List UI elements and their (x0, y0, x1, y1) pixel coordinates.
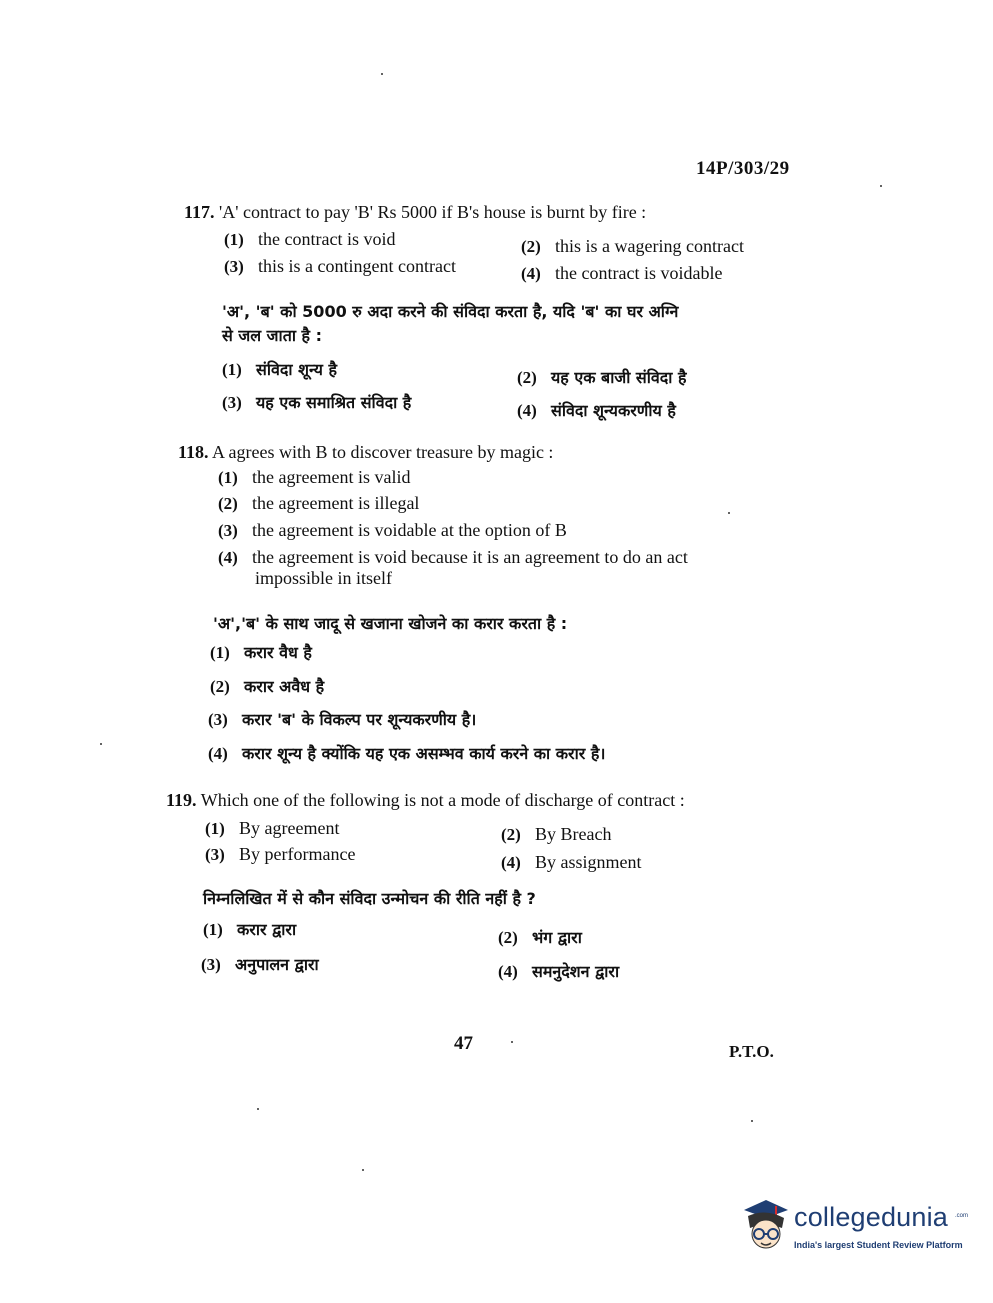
collegedunia-watermark (736, 1196, 969, 1260)
option-en-4: (4) By assignment (501, 852, 642, 872)
option-en-2: (2) this is a wagering contract (521, 236, 744, 256)
question-number: 119. (166, 790, 197, 810)
question-stem: Which one of the following is not a mode of discharge of contract : (200, 790, 685, 810)
page-number: 47 (454, 1033, 473, 1054)
option-hi-2: (2) यह एक बाजी संविदा है (517, 368, 687, 387)
question-number: 118. (178, 442, 209, 462)
option-hi-4: (4) संविदा शून्यकरणीय है (517, 401, 676, 420)
question-118-hindi-line-1: 'अ','ब' के साथ जादू से खजाना खोजने का करार करता है : (213, 614, 568, 633)
scan-speck (257, 1108, 259, 1110)
scan-speck (381, 73, 383, 75)
option-hi-3: (3) अनुपालन द्वारा (201, 955, 319, 974)
scan-speck (100, 743, 102, 745)
question-number: 117. (184, 202, 215, 222)
scan-speck (880, 185, 882, 187)
question-119-hindi-line-1: निम्नलिखित में से कौन संविदा उन्मोचन की रीति नहीं है ? (203, 889, 536, 908)
question-stem: 'A' contract to pay 'B' Rs 5000 if B's house is burnt by fire : (219, 202, 647, 222)
scan-speck (511, 1041, 513, 1043)
question-118-text (178, 442, 553, 463)
mascot-icon (736, 1196, 792, 1256)
question-117-hindi-line-1: 'अ', 'ब' को 5000 रु अदा करने की संविदा करता है, यदि 'ब' का घर अग्नि (222, 302, 679, 321)
option-en-4-continued: impossible in itself (255, 568, 392, 588)
option-hi-2: (2) भंग द्वारा (498, 928, 582, 947)
option-en-2: (2) the agreement is illegal (218, 493, 420, 513)
brand-tld: .com (955, 1213, 969, 1219)
question-117-hindi-line-2: से जल जाता है : (222, 326, 322, 345)
option-hi-4: (4) करार शून्य है क्योंकि यह एक असम्भव कार्य करने का करार है। (208, 744, 606, 763)
option-en-2: (2) By Breach (501, 824, 612, 844)
question-119-text (166, 790, 685, 811)
option-en-3: (3) this is a contingent contract (224, 256, 456, 276)
option-hi-3: (3) करार 'ब' के विकल्प पर शून्यकरणीय है। (208, 710, 477, 729)
scan-speck (728, 512, 730, 514)
scan-speck (362, 1169, 364, 1171)
option-hi-1: (1) करार वैध है (210, 643, 312, 662)
option-en-1: (1) the contract is void (224, 229, 396, 249)
option-hi-1: (1) करार द्वारा (203, 920, 297, 939)
brand-tagline: India's largest Student Review Platform (794, 1240, 963, 1250)
option-en-1: (1) By agreement (205, 818, 340, 838)
option-hi-3: (3) यह एक समाश्रित संविदा है (222, 393, 412, 412)
option-en-1: (1) the agreement is valid (218, 467, 411, 487)
option-en-3: (3) By performance (205, 844, 356, 864)
brand-name: collegedunia (794, 1202, 949, 1232)
scan-speck (751, 1120, 753, 1122)
pto-label: P.T.O. (729, 1042, 774, 1061)
option-hi-2: (2) करार अवैध है (210, 677, 325, 696)
paper-code: 14P/303/29 (696, 158, 790, 179)
option-hi-1: (1) संविदा शून्य है (222, 360, 338, 379)
option-hi-4: (4) समनुदेशन द्वारा (498, 962, 620, 981)
option-en-4: (4) the contract is voidable (521, 263, 723, 283)
question-stem: A agrees with B to discover treasure by magic : (212, 442, 554, 462)
option-en-3: (3) the agreement is voidable at the option of B (218, 520, 567, 540)
option-en-4: (4) the agreement is void because it is an agreement to do an act (218, 547, 688, 567)
question-117-text (184, 202, 646, 223)
